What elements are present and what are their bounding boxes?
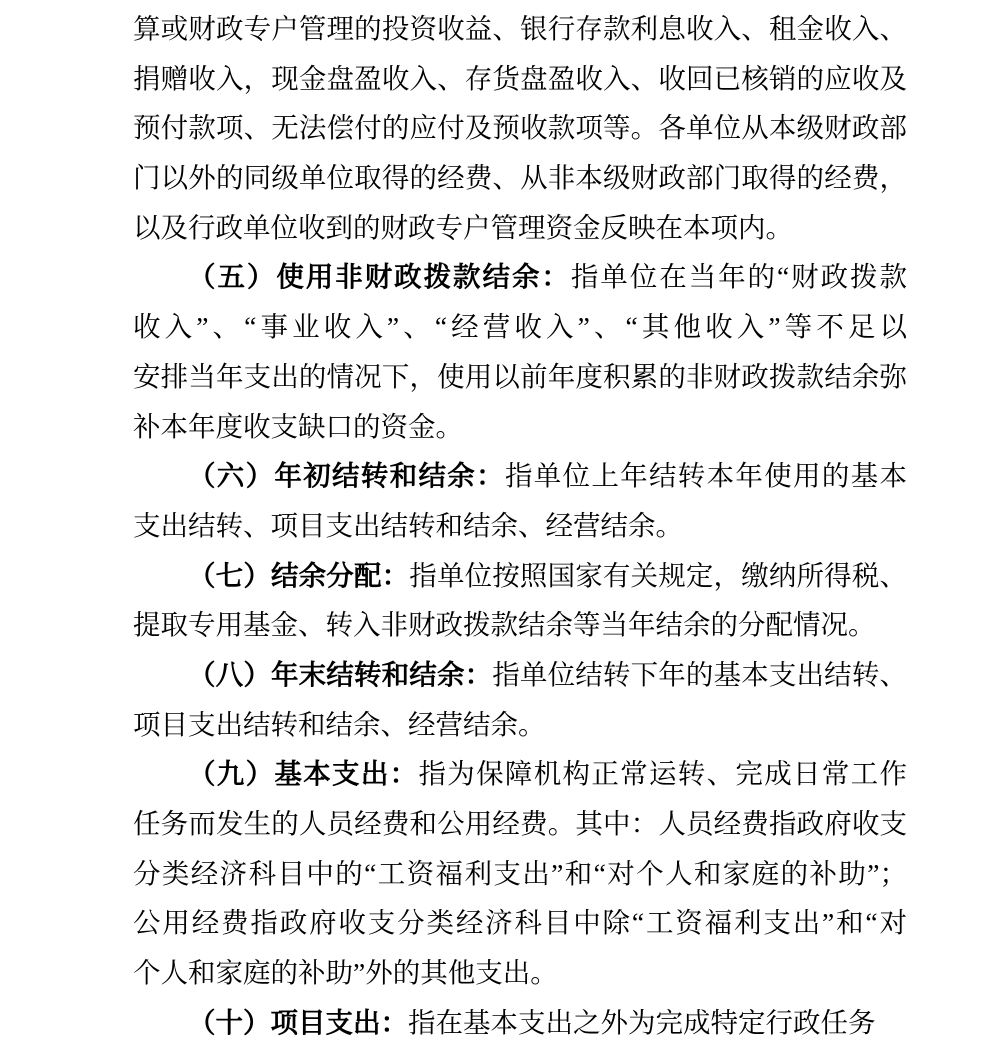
paragraph-lead: （九）基本支出：	[188, 758, 419, 790]
text-line: 捐赠收入，现金盘盈收入、存货盘盈收入、收回已核销的应收及	[133, 62, 907, 94]
text-line: （九）基本支出：指为保障机构正常运转、完成日常工作	[188, 758, 907, 790]
text-line: 公用经费指政府收支分类经济科目中除“工资福利支出”和“对	[133, 907, 907, 939]
text-line: 个人和家庭的补助”外的其他支出。	[133, 957, 558, 989]
text-line: 支出结转、项目支出结转和结余、经营结余。	[133, 509, 683, 541]
paragraph	[133, 998, 907, 1048]
paragraph	[133, 451, 907, 550]
text-line: 算或财政专户管理的投资收益、银行存款利息收入、租金收入、	[133, 13, 907, 44]
text-line: 预付款项、无法偿付的应付及预收款项等。各单位从本级财政部	[133, 112, 907, 144]
paragraph-lead: （五）使用非财政拨款结余：	[188, 261, 571, 293]
text-line: 安排当年支出的情况下，使用以前年度积累的非财政拨款结余弥	[133, 360, 907, 392]
paragraph-lead: （十）项目支出：	[188, 1006, 408, 1038]
paragraph	[133, 650, 907, 749]
paragraph	[133, 749, 907, 997]
text-line: （八）年末结转和结余：指单位结转下年的基本支出结转、	[188, 658, 907, 690]
paragraph	[133, 252, 907, 451]
text-line: （十）项目支出：指在基本支出之外为完成特定行政任务	[188, 1006, 876, 1038]
text-line: 以及行政单位收到的财政专户管理资金反映在本项内。	[133, 211, 793, 243]
paragraph	[133, 4, 907, 252]
paragraph	[133, 551, 907, 650]
text-line: （五）使用非财政拨款结余：指单位在当年的“财政拨款	[188, 261, 907, 293]
paragraph-lead: （八）年末结转和结余：	[188, 658, 493, 690]
text-line: 收入”、“事业收入”、“经营收入”、“其他收入”等不足以	[133, 311, 907, 343]
document-content	[133, 4, 907, 1047]
paragraph-lead: （六）年初结转和结余：	[188, 460, 505, 492]
paragraph-lead: （七）结余分配：	[188, 559, 410, 591]
text-line: 分类经济科目中的“工资福利支出”和“对个人和家庭的补助”；	[133, 857, 907, 889]
text-line: 提取专用基金、转入非财政拨款结余等当年结余的分配情况。	[133, 609, 876, 641]
text-line: 补本年度收支缺口的资金。	[133, 410, 463, 442]
text-line: 项目支出结转和结余、经营结余。	[133, 708, 546, 740]
text-line: （七）结余分配：指单位按照国家有关规定，缴纳所得税、	[188, 559, 907, 591]
text-line: 任务而发生的人员经费和公用经费。其中：人员经费指政府收支	[133, 808, 907, 839]
text-line: 门以外的同级单位取得的经费、从非本级财政部门取得的经费，	[133, 162, 907, 194]
text-line: （六）年初结转和结余：指单位上年结转本年使用的基本	[188, 460, 907, 492]
